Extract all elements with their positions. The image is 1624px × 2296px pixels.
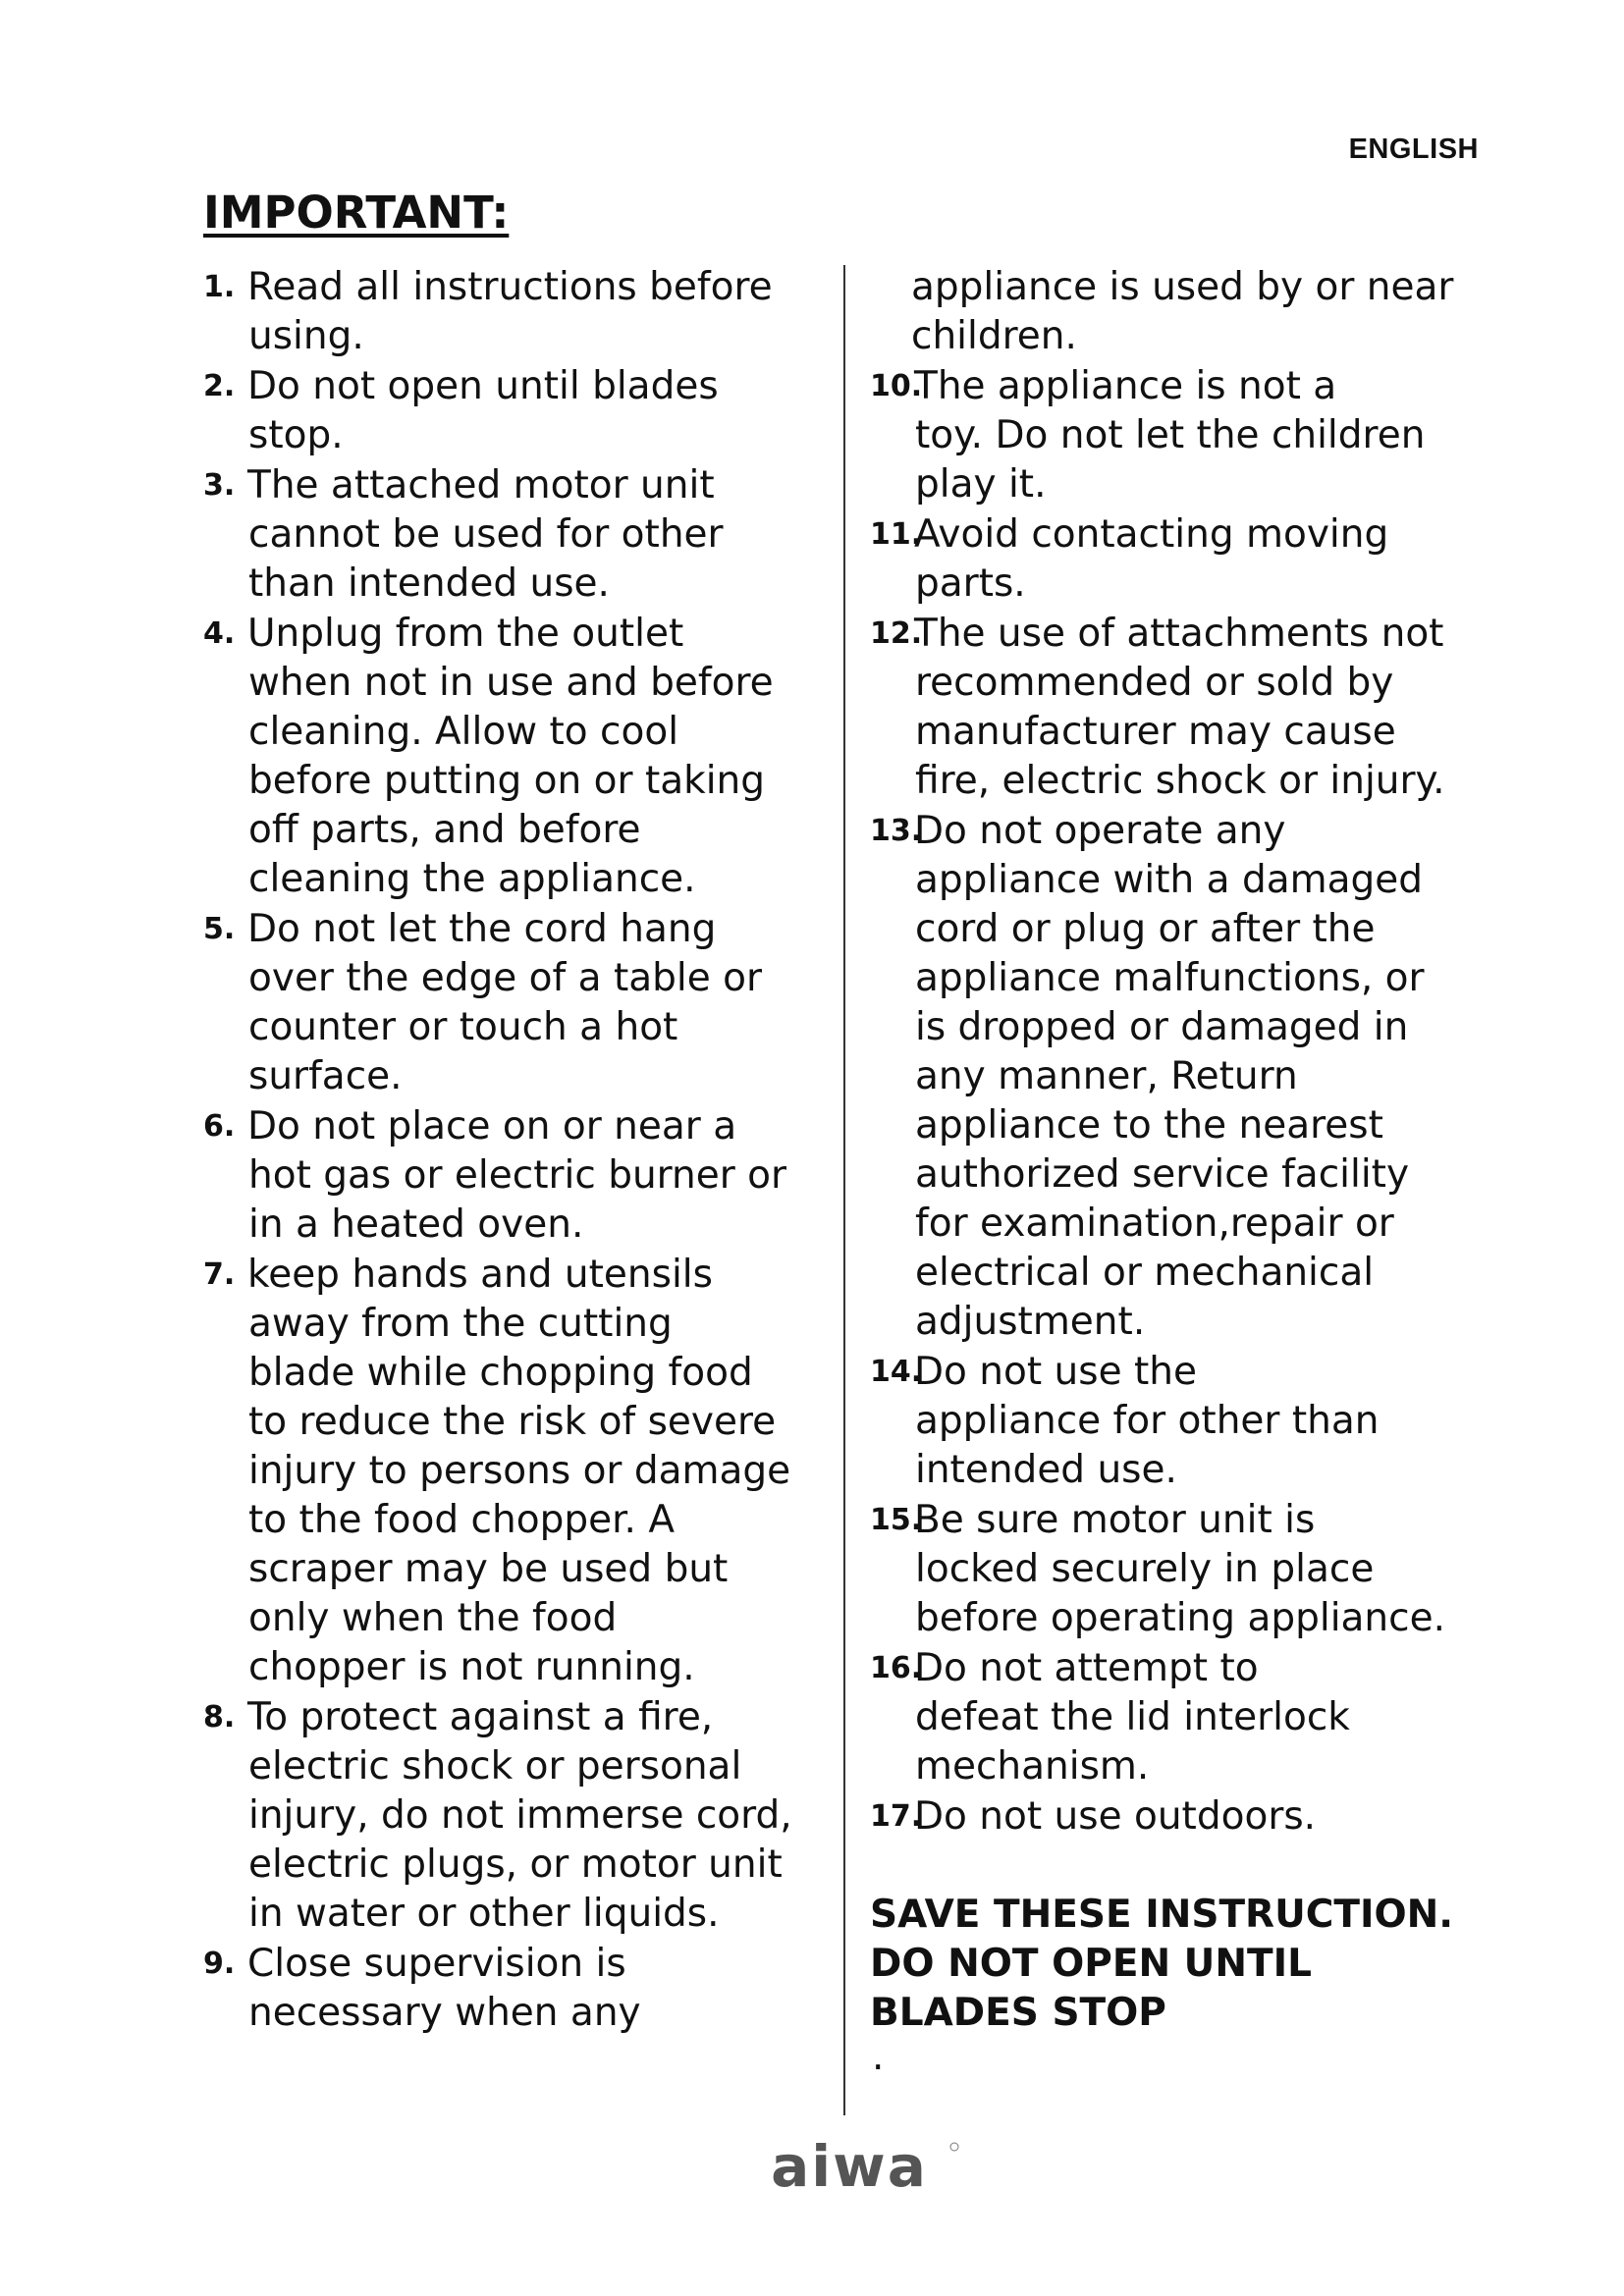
item-number: 11. [870,517,923,552]
instruction-item [870,362,1557,509]
item-text-line: injury to persons or damage [248,1449,791,1493]
item-text-line: necessary when any [248,1991,641,2035]
instruction-item [870,510,1557,609]
item-text-line: hot gas or electric burner or [248,1153,787,1198]
item-text-line: injury, do not immerse cord, [248,1793,792,1838]
item-text-line: electric shock or personal [248,1744,742,1789]
instruction-item [870,610,1557,806]
instruction-item [203,1251,832,1692]
item-number: 1. [203,270,236,304]
item-text-line: manufacturer may cause [915,710,1396,754]
item-number: 4. [203,616,236,651]
right-items [870,362,1557,1842]
item-text-line: The attached motor unit [247,463,715,507]
item-text-line: play it. [915,462,1047,507]
item-text-line: Unplug from the outlet [247,612,684,656]
item-text-line: appliance malfunctions, or [915,956,1425,1000]
item-number: 16. [870,1651,923,1685]
item-text-line: To protect against a fire, [247,1695,714,1739]
item-text-line: before operating appliance. [915,1596,1445,1640]
item-text-line: adjustment. [915,1300,1146,1344]
item-text-line: The appliance is not a [914,364,1337,408]
item-text-line: to reduce the risk of severe [248,1400,777,1444]
item-text-line: in water or other liquids. [248,1892,720,1936]
item-text-line: recommended or sold by [915,661,1394,705]
item-number: 15. [870,1503,923,1537]
item-text-line: when not in use and before [248,661,774,705]
item-text-line: before putting on or taking [248,759,766,803]
item-text-line: is dropped or damaged in [915,1005,1409,1049]
item-text-line: electrical or mechanical [915,1251,1375,1295]
item-text-line: stop. [248,413,344,457]
item-text-line: Do not open until blades [247,364,719,408]
trailing-mark: . [872,2035,885,2079]
item-text-line: cord or plug or after the [915,907,1376,951]
item-text-line: chopper is not running. [248,1645,695,1689]
item-text-line: children. [911,314,1077,358]
item-text-line: keep hands and utensils [247,1253,713,1297]
item-text-line: electric plugs, or motor unit [248,1842,783,1887]
item-number: 5. [203,912,236,946]
item-number: 12. [870,616,923,651]
item-number: 9. [203,1947,236,1981]
instruction-item [203,905,832,1101]
item-text-line: fire, electric shock or injury. [915,759,1445,803]
instruction-item [203,263,832,361]
item-number: 13. [870,814,923,848]
item-text-line: appliance is used by or near [911,265,1454,309]
item-text-line: Do not use outdoors. [914,1794,1317,1839]
instruction-item [870,1348,1557,1495]
registered-mark-icon [950,2143,958,2151]
item-text-line: appliance for other than [915,1399,1380,1443]
continued-item [870,263,1557,361]
page-title: IMPORTANT: [203,187,510,239]
item-text-line: off parts, and before [248,808,641,852]
item-text-line: appliance with a damaged [915,858,1424,902]
left-column [203,263,832,2039]
aiwa-logo [736,2135,962,2194]
instruction-item [870,1644,1557,1791]
item-text-line: Do not let the cord hang [247,907,717,951]
item-number: 2. [203,369,236,403]
instruction-item [203,1940,832,2038]
instruction-item [870,1496,1557,1643]
item-text-line: Do not use the [914,1350,1197,1394]
item-text-line: cleaning the appliance. [248,857,696,901]
item-text-line: counter or touch a hot [248,1005,678,1049]
save-notice-line: SAVE THESE INSTRUCTION. [870,1893,1454,1937]
instruction-item [870,1792,1557,1842]
item-text-line: for examination,repair or [915,1201,1394,1246]
item-number: 17. [870,1799,923,1834]
item-number: 7. [203,1257,236,1292]
item-text-line: over the edge of a table or [248,956,763,1000]
item-text-line: using. [248,314,364,358]
item-text-line: Avoid contacting moving [914,512,1389,557]
item-text-line: cannot be used for other [248,512,724,557]
item-number: 3. [203,468,236,503]
item-text-line: Do not place on or near a [247,1104,737,1148]
item-text-line: surface. [248,1054,403,1098]
item-text-line: any manner, Return [915,1054,1298,1098]
save-notice [870,1891,1557,2038]
item-text-line: Read all instructions before [247,265,773,309]
item-text-line: Do not attempt to [914,1646,1259,1690]
item-text-line: Do not operate any [914,809,1286,853]
save-notice-line: BLADES STOP [870,1991,1166,2035]
right-column [870,263,1557,2077]
item-text-line: blade while chopping food [248,1351,753,1395]
save-notice-line: DO NOT OPEN UNTIL [870,1942,1312,1986]
item-text-line: away from the cutting [248,1302,673,1346]
language-label: ENGLISH [1348,133,1479,165]
instruction-item [203,461,832,609]
item-text-line: toy. Do not let the children [915,413,1426,457]
item-text-line: cleaning. Allow to cool [248,710,679,754]
instruction-item [203,610,832,904]
item-text-line: only when the food [248,1596,618,1640]
item-text-line: mechanism. [915,1744,1150,1789]
item-text-line: Close supervision is [247,1942,626,1986]
instruction-item [203,362,832,460]
item-text-line: parts. [915,561,1026,606]
item-number: 14. [870,1355,923,1389]
item-text-line: to the food chopper. A [248,1498,676,1542]
column-divider [843,265,845,2115]
item-text-line: Be sure motor unit is [914,1498,1316,1542]
item-text-line: intended use. [915,1448,1177,1492]
instruction-item [870,807,1557,1347]
item-text-line: defeat the lid interlock [915,1695,1350,1739]
instruction-item [203,1693,832,1939]
item-text-line: appliance to the nearest [915,1103,1383,1148]
instruction-item [203,1102,832,1250]
item-text-line: scraper may be used but [248,1547,729,1591]
item-text-line: The use of attachments not [914,612,1444,656]
item-text-line: than intended use. [248,561,610,606]
logo-text: aiwa [771,2135,928,2194]
item-text-line: in a heated oven. [248,1202,584,1247]
item-text-line: locked securely in place [915,1547,1375,1591]
item-text-line: authorized service facility [915,1152,1410,1197]
item-number: 10. [870,369,923,403]
item-number: 8. [203,1700,236,1735]
item-number: 6. [203,1109,236,1144]
